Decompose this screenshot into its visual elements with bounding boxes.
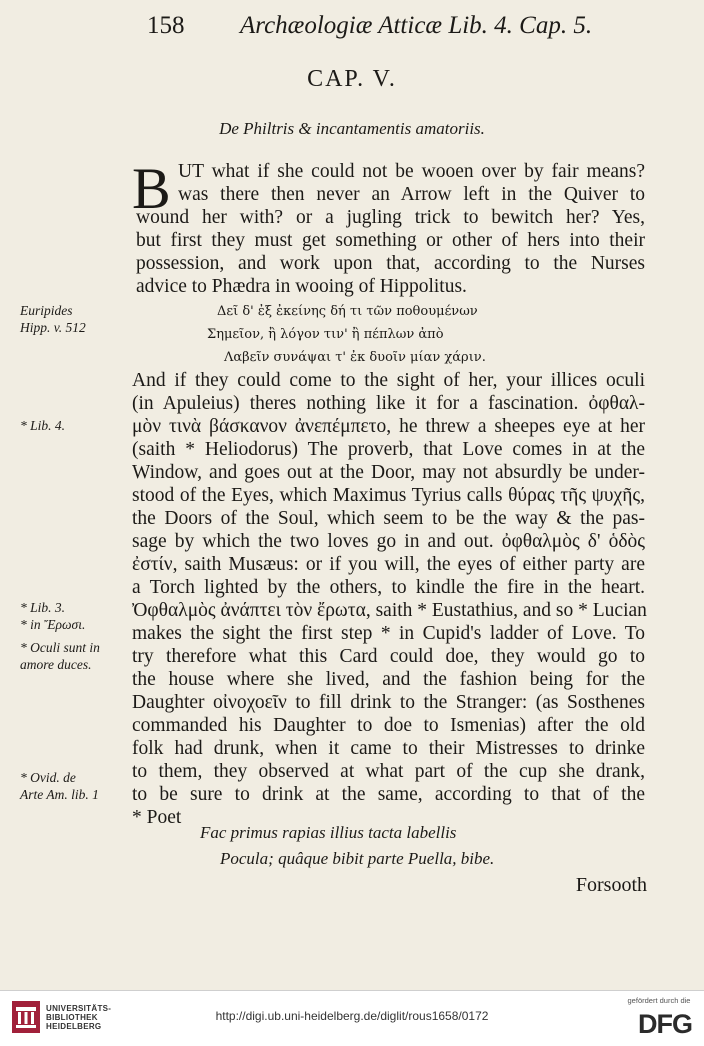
text-line: (in Apuleius) theres nothing like it for a fascination. ὀφθαλ- [132, 393, 645, 414]
margin-note: * Ovid. de [20, 770, 76, 785]
text-line: ἐστίν, saith Musæus: or if you will, the eyes of either party are [132, 554, 645, 575]
text-line: folk had drunk, when it came to their Mistresses to drinke [132, 738, 645, 759]
text-line: * Poet [132, 807, 182, 828]
margin-note: Hipp. v. 512 [20, 320, 86, 335]
chapter-title: CAP. V. [307, 66, 397, 92]
running-head [0, 10, 704, 44]
chapter-subtitle: De Philtris & incantamentis amatoriis. [219, 119, 485, 138]
text-line: Daughter οἰνοχοεῖν to fill drink to the Stranger: (as Sosthenes [132, 692, 645, 713]
margin-note: * Lib. 3. [20, 600, 66, 615]
text-line: was there then never an Arrow left in the Quiver to [178, 184, 645, 205]
text-line: but first they must get something or other of hers into their [136, 230, 645, 251]
drop-cap: B [132, 156, 171, 221]
text-line: UT what if she could not be wooen over by fair means? [178, 161, 645, 182]
library-name: UNIVERSITÄTS- BIBLIOTHEK HEIDELBERG [46, 1004, 112, 1031]
text-line: commanded his Daughter to doe to Ismenias) after the old [132, 715, 645, 736]
verse-line: Fac primus rapias illius tacta labellis [200, 823, 457, 842]
text-line: (saith * Heliodorus) The proverb, that Love comes in at the [132, 439, 645, 460]
text-line: And if they could come to the sight of her, your illices oculi [132, 370, 645, 391]
viewer-footer [0, 990, 704, 1046]
page-url[interactable]: http://digi.ub.uni-heidelberg.de/diglit/rous1658/0172 [215, 1009, 489, 1023]
text-line: makes the sight the first step * in Cupid's ladder of Love. To [132, 623, 645, 644]
verse-line: Pocula; quâque bibit parte Puella, bibe. [220, 849, 495, 868]
text-line: Ὀφθαλμὸς ἀνάπτει τὸν ἔρωτα, saith * Eustathius, and so * Lucian [132, 600, 647, 621]
text-line: sage by which the two loves go in and out. ὀφθαλμὸς δ' ὁδὸς [132, 531, 645, 552]
text-line: possession, and work upon that, according to the Nurses [136, 253, 645, 274]
margin-note: * Lib. 4. [20, 418, 66, 433]
catchword: Forsooth [575, 874, 647, 896]
text-line: Window, and goes out at the Door, may not absurdly be under- [132, 462, 645, 483]
sponsor-text: gefördert durch die [627, 996, 691, 1005]
text-line: μὸν τινὰ βάσκανον ἀνεπέμπετο, he threw a sheepes eye at her [132, 416, 645, 437]
text-line: to them, they observed at what part of the cup she drank, [132, 761, 645, 782]
text-line: a Torch lighted by the others, to kindle the fire in the heart. [132, 577, 645, 598]
text-line: stood of the Eyes, which Maximus Tyrius calls θύρας τῆς ψυχῆς, [132, 485, 645, 506]
running-title: Archæologiæ Atticæ Lib. 4. Cap. 5. [240, 12, 593, 39]
margin-note: amore duces. [20, 657, 92, 672]
margin-note: * in Ἔρωσι. [20, 617, 86, 632]
margin-note: Euripides [20, 303, 73, 318]
greek-quote-line: Λαβεῖν συνάψαι τ' ἐκ δυοῖν μίαν χάριν. [224, 350, 486, 365]
dfg-logo: DFG [638, 1009, 692, 1039]
text-line: wound her with? or a jugling trick to bewitch her? Yes, [136, 207, 645, 228]
margin-note: * Oculi sunt in [20, 640, 100, 655]
text-line: try therefore what this Card could doe, they would go to [132, 646, 645, 667]
text-line: the house where she lived, and the fashion being for the [132, 669, 645, 690]
text-line: the Doors of the Soul, which seem to be the way & the pas- [132, 508, 645, 529]
margin-note: Arte Am. lib. 1 [20, 787, 99, 802]
text-line: advice to Phædra in wooing of Hippolitus. [136, 276, 467, 297]
greek-quote-line: Δεῖ δ' ἐξ ἐκείνης δή τι τῶν ποθουμένων [217, 304, 478, 319]
text-line: to be sure to drink at the same, according to that of the [132, 784, 645, 805]
greek-quote-line: Σημεῖον, ἢ λόγον τιν' ἢ πέπλων ἀπὸ [207, 327, 444, 342]
page-number: 158 [147, 12, 185, 39]
